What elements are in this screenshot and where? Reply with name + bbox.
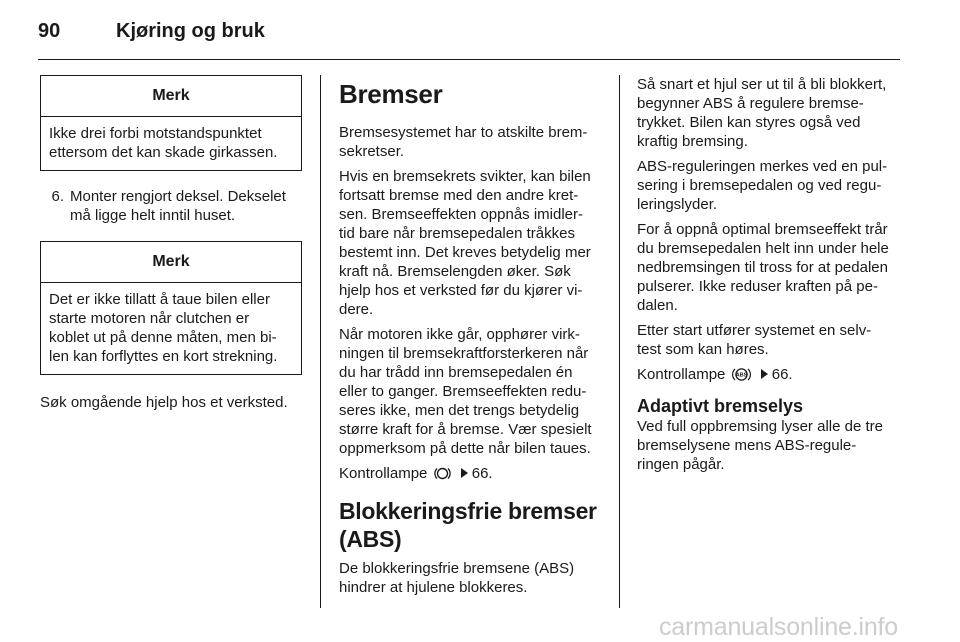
text-line: For å oppnå optimal bremseeffekt trår <box>637 221 888 238</box>
note-heading: Merk <box>41 76 301 117</box>
page-reference-arrow-icon <box>461 468 468 478</box>
text-line: sekretser. <box>339 143 405 160</box>
column-2 <box>339 75 607 603</box>
paragraph <box>637 157 907 214</box>
section-heading-abs <box>339 497 607 553</box>
text-line: Det er ikke tillatt å taue bilen eller <box>49 291 270 308</box>
note-box-2 <box>40 241 302 375</box>
abs-warning-icon <box>732 367 751 382</box>
note-heading: Merk <box>41 242 301 283</box>
subheading-adaptive-brake-light: Adaptivt bremselys <box>637 396 804 416</box>
text-line: Ikke drei forbi motstandspunktet <box>49 125 262 142</box>
page-reference: 66. <box>771 366 793 383</box>
text-line: ABS-reguleringen merkes ved en pul- <box>637 158 888 175</box>
text-line: seres ikke, men det trengs betydelig <box>339 402 580 419</box>
lamp-reference <box>637 365 907 384</box>
lamp-label: Kontrollampe <box>637 366 726 383</box>
heading-line: (ABS) <box>339 526 402 552</box>
instruction-step <box>40 187 302 225</box>
heading-line: Blokkeringsfrie bremser <box>339 498 597 524</box>
page-reference: 66. <box>471 465 493 482</box>
text-line: dere. <box>339 301 374 318</box>
text-line: kraft nå. Bremselengden øker. Søk <box>339 263 571 280</box>
text-line: kraftig bremsing. <box>637 133 748 150</box>
text-line: ningen til bremsekraftforsterkeren når <box>339 345 589 362</box>
paragraph <box>637 75 907 151</box>
text-line: du har trådd inn bremsepedalen én <box>339 364 573 381</box>
text-line: Bremsesystemet har to atskilte brem- <box>339 124 588 141</box>
page-title: Kjøring og bruk <box>116 20 265 42</box>
paragraph <box>637 220 907 315</box>
text-line: oppmerksom på dette når bilen taues. <box>339 440 591 457</box>
column-3 <box>637 75 907 480</box>
text-line: sering i bremsepedalen og ved regu- <box>637 177 882 194</box>
text-line: sen. Bremseeffekten oppnås imidler- <box>339 206 584 223</box>
text-line: må ligge helt inntil huset. <box>70 207 236 224</box>
header-rule <box>38 59 900 60</box>
page-reference-arrow-icon <box>761 369 768 379</box>
text-line: nedbremsingen til tross for at pedalen <box>637 259 888 276</box>
paragraph <box>339 167 607 319</box>
abs-icon-text: ABS <box>735 372 747 379</box>
paragraph <box>637 321 907 359</box>
page-header <box>0 0 960 62</box>
text-line: koblet ut på denne måten, men bi- <box>49 329 277 346</box>
text-line: Ved full oppbremsing lyser alle de tre <box>637 418 883 435</box>
text-line: ringen pågår. <box>637 456 725 473</box>
column-1 <box>40 75 302 418</box>
section-heading-bremser: Bremser <box>339 79 443 109</box>
text-line: starte motoren når clutchen er <box>49 310 250 327</box>
text-line: hindrer at hjulene blokkeres. <box>339 579 528 596</box>
step-number: 6. <box>51 188 64 205</box>
text-line: begynner ABS å regulere bremse- <box>637 95 864 112</box>
text-line: hjelp hos et verksted før du kjører vi- <box>339 282 583 299</box>
note-body <box>41 283 301 374</box>
lamp-label: Kontrollampe <box>339 465 428 482</box>
paragraph <box>339 123 607 161</box>
column-divider-1 <box>320 75 321 608</box>
text-line: Så snart et hjul ser ut til å bli blokkert, <box>637 76 887 93</box>
text-line: Etter start utfører systemet en selv- <box>637 322 872 339</box>
brake-warning-icon <box>434 466 451 481</box>
text-line: større kraft for å bremse. Vær spesielt <box>339 421 592 438</box>
lamp-reference <box>339 464 607 483</box>
text-line: test som kan høres. <box>637 341 769 358</box>
note-body <box>41 117 301 170</box>
text-line: pulserer. Ikke reduser kraften på pe- <box>637 278 878 295</box>
note-box-1 <box>40 75 302 171</box>
text-line: Monter rengjort deksel. Dekselet <box>70 188 286 205</box>
paragraph <box>339 325 607 458</box>
text-line: Når motoren ikke går, opphører virk- <box>339 326 580 343</box>
closing-paragraph: Søk omgående hjelp hos et verksted. <box>40 394 288 411</box>
watermark: carmanualsonline.info <box>659 613 899 641</box>
text-line: du bremsepedalen helt inn under hele <box>637 240 889 257</box>
paragraph <box>637 417 907 474</box>
text-line: De blokkeringsfrie bremsene (ABS) <box>339 560 575 577</box>
column-divider-2 <box>619 75 620 608</box>
text-line: ettersom det kan skade girkassen. <box>49 144 278 161</box>
text-line: trykket. Bilen kan styres også ved <box>637 114 861 131</box>
paragraph <box>339 559 607 597</box>
text-line: tid bare når bremsepedalen tråkkes <box>339 225 575 242</box>
text-line: len kan forflyttes en kort strekning. <box>49 348 278 365</box>
text-line: bestemt inn. Det kreves betydelig mer <box>339 244 591 261</box>
text-line: fortsatt bremse med den andre kret- <box>339 187 579 204</box>
text-line: eller to ganger. Bremseeffekten redu- <box>339 383 587 400</box>
text-line: Hvis en bremsekrets svikter, kan bilen <box>339 168 591 185</box>
page-number: 90 <box>38 20 61 42</box>
text-line: leringslyder. <box>637 196 718 213</box>
text-line: dalen. <box>637 297 678 314</box>
text-line: bremselysene mens ABS-regule- <box>637 437 857 454</box>
